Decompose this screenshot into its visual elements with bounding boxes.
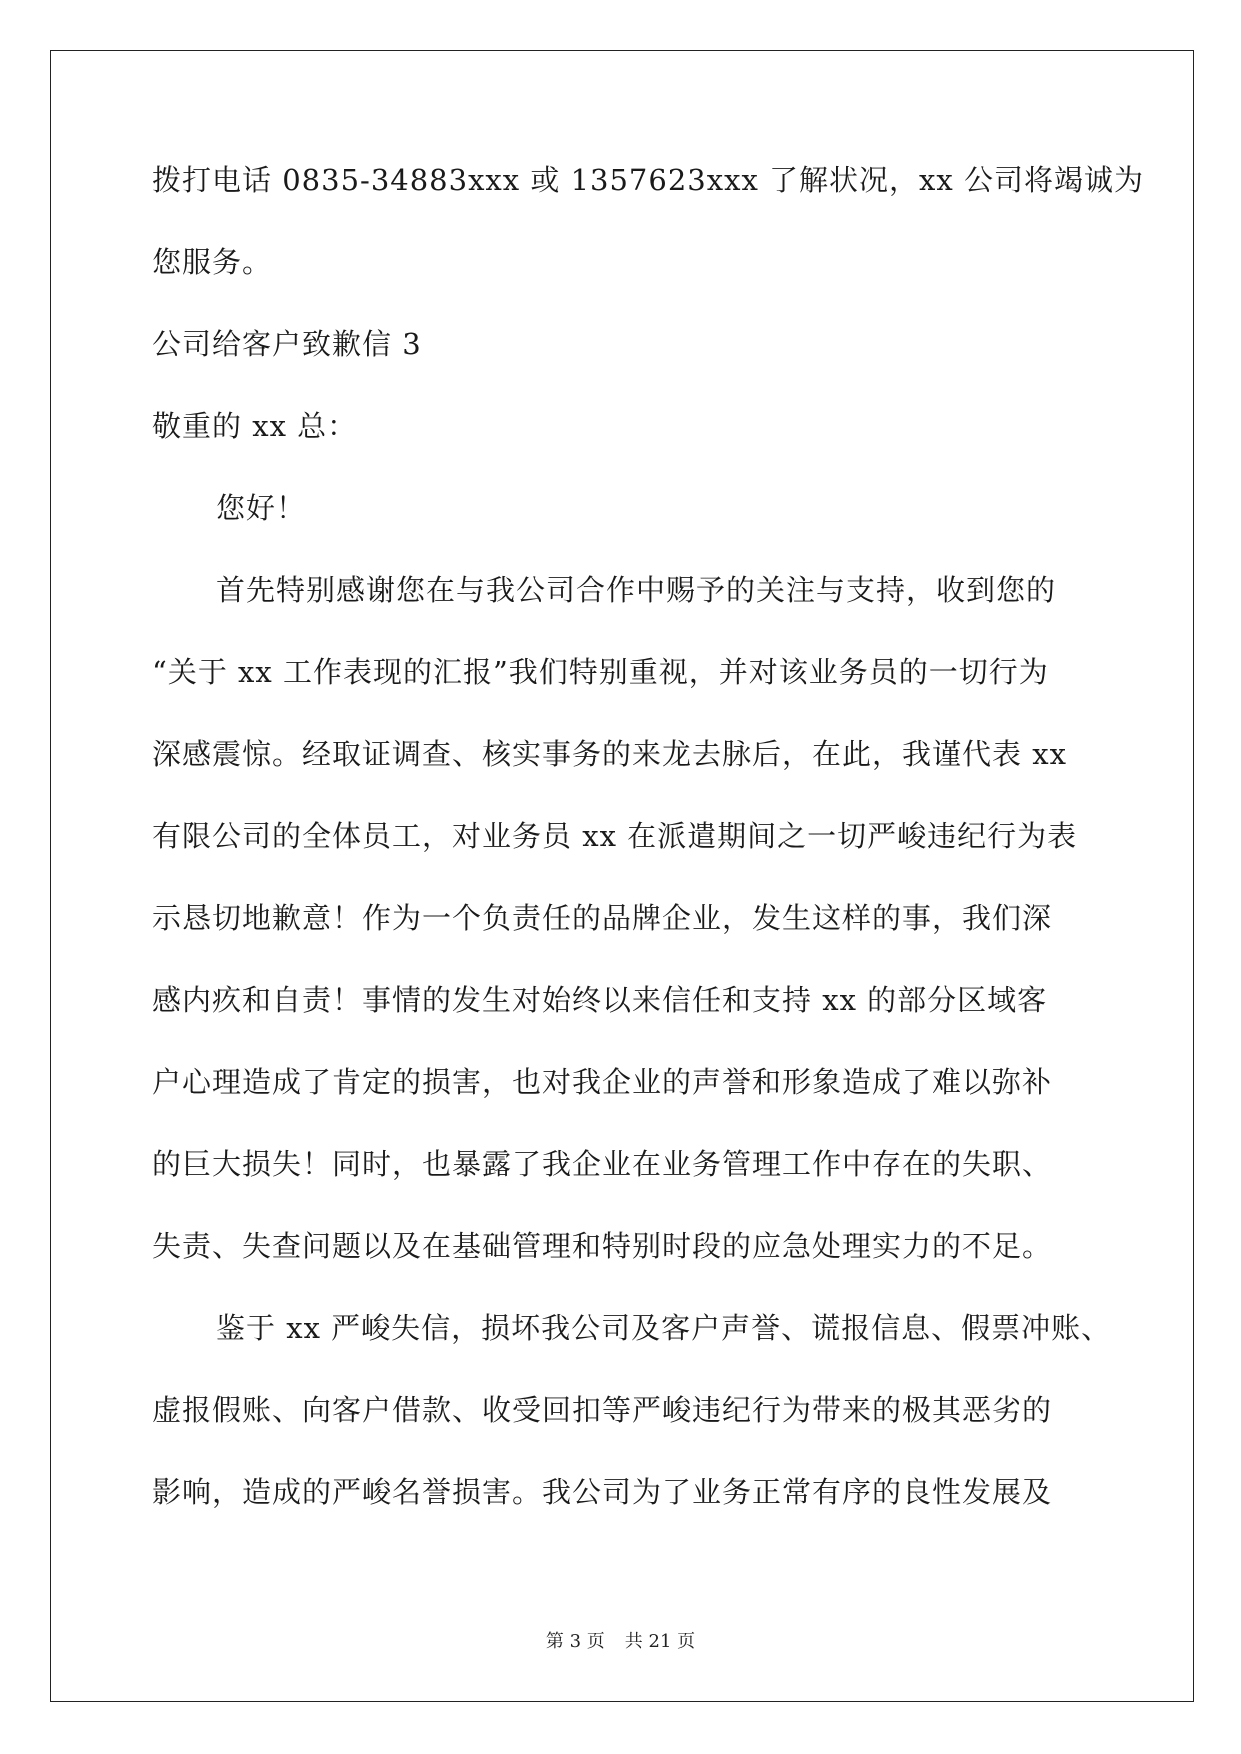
page-number-current: 第 3 页: [545, 1631, 605, 1652]
letter-salutation: 敬重的 xx 总：: [152, 409, 358, 443]
body-line: 拨打电话 0835-34883xxx 或 1357623xxx 了解状况，xx 公司将竭诚为: [152, 163, 1144, 197]
body-line: 有限公司的全体员工，对业务员 xx 在派遣期间之一切严峻违纪行为表: [152, 819, 1078, 853]
body-line: 示恳切地歉意！作为一个负责任的品牌企业，发生这样的事，我们深: [152, 901, 1053, 935]
page-number-total: 共 21 页: [624, 1631, 696, 1652]
body-line: 感内疚和自责！事情的发生对始终以来信任和支持 xx 的部分区域客: [152, 983, 1048, 1017]
body-line: “关于 xx 工作表现的汇报”我们特别重视，并对该业务员的一切行为: [152, 655, 1049, 689]
body-line: 鉴于 xx 严峻失信，损坏我公司及客户声誉、谎报信息、假票冲账、: [216, 1311, 1112, 1345]
letter-greeting: 您好！: [216, 491, 307, 525]
body-line: 失责、失查问题以及在基础管理和特别时段的应急处理实力的不足。: [152, 1229, 1053, 1263]
body-line: 的巨大损失！同时，也暴露了我企业在业务管理工作中存在的失职、: [152, 1147, 1053, 1181]
body-line: 户心理造成了肯定的损害，也对我企业的声誉和形象造成了难以弥补: [152, 1065, 1053, 1099]
body-line: 深感震惊。经取证调查、核实事务的来龙去脉后，在此，我谨代表 xx: [152, 737, 1067, 771]
page-footer: [0, 1630, 1241, 1654]
body-line: 影响，造成的严峻名誉损害。我公司为了业务正常有序的良性发展及: [152, 1475, 1053, 1509]
body-line: 虚报假账、向客户借款、收受回扣等严峻违纪行为带来的极其恶劣的: [152, 1393, 1053, 1427]
letter-title: 公司给客户致歉信 3: [152, 327, 422, 361]
body-line: 首先特别感谢您在与我公司合作中赐予的关注与支持，收到您的: [216, 573, 1057, 607]
body-line: 您服务。: [152, 245, 273, 279]
document-body: [152, 160, 1144, 1554]
